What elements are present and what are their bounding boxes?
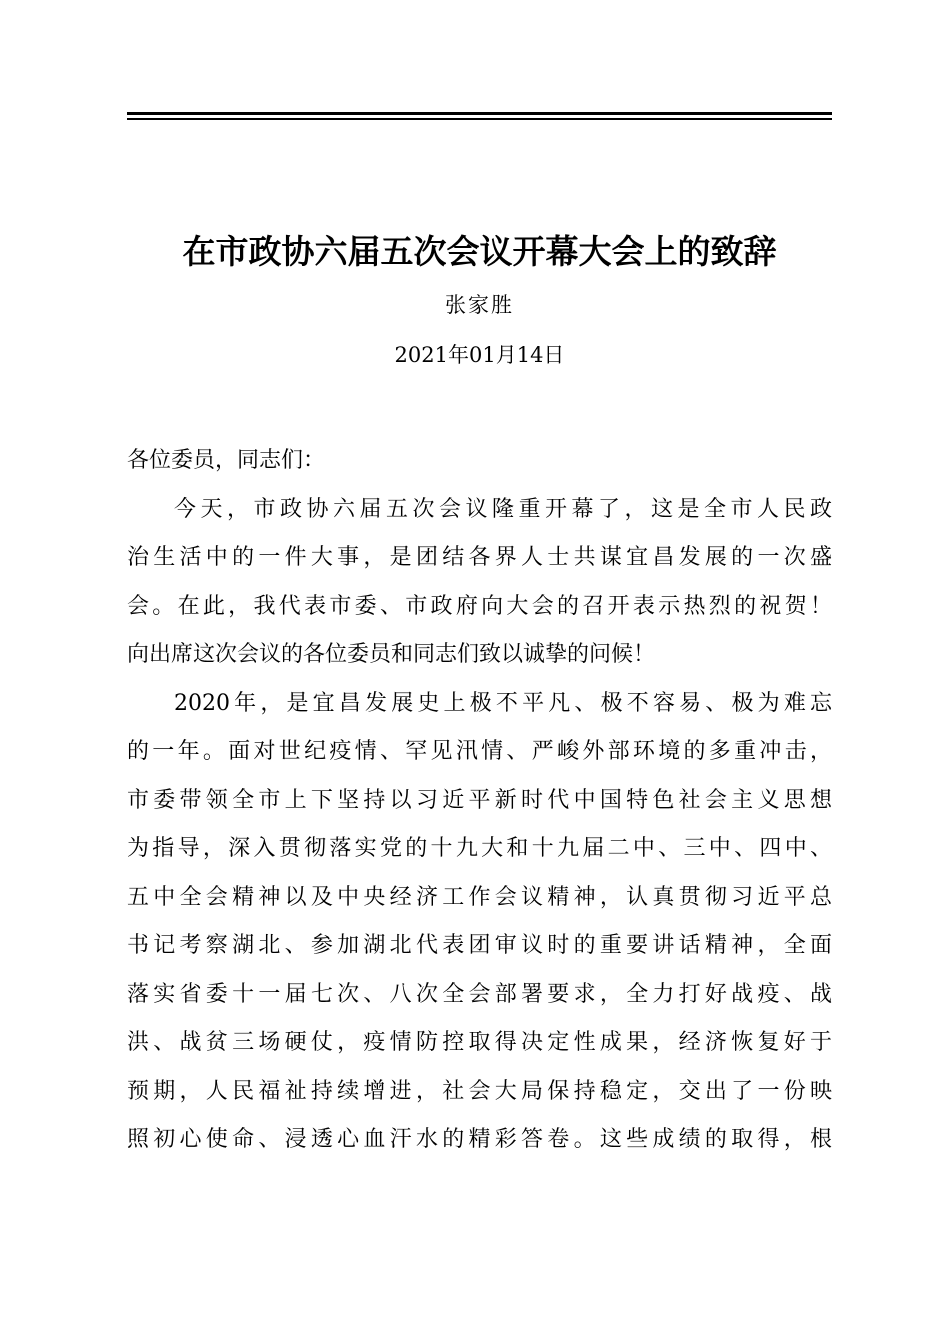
paragraph-line: 治生活中的一件大事，是团结各界人士共谋宜昌发展的一次盛 xyxy=(127,545,832,570)
paragraph-line: 的一年。面对世纪疫情、罕见汛情、严峻外部环境的多重冲击， xyxy=(127,739,832,764)
header-rule-thin xyxy=(127,118,832,120)
salutation: 各位委员，同志们： xyxy=(127,448,326,473)
paragraph-line: 预期，人民福祉持续增进，社会大局保持稳定，交出了一份映 xyxy=(127,1078,832,1104)
paragraph-line: 市委带领全市上下坚持以习近平新时代中国特色社会主义思想 xyxy=(127,787,832,813)
header-rule-thick xyxy=(127,112,832,115)
paragraph-line: 洪、战贫三场硬仗，疫情防控取得决定性成果，经济恢复好于 xyxy=(127,1030,832,1055)
document-body xyxy=(127,437,832,1165)
document-date: 2021年01月14日 xyxy=(394,343,565,367)
paragraph-line: 向出席这次会议的各位委员和同志们致以诚挚的问候！ xyxy=(127,642,656,667)
document-title: 在市政协六届五次会议开幕大会上的致辞 xyxy=(182,232,777,271)
paragraph-line: 五中全会精神以及中央经济工作会议精神，认真贯彻习近平总 xyxy=(127,884,832,910)
header-double-rule xyxy=(127,112,832,121)
paragraph-line: 2020年，是宜昌发展史上极不平凡、极不容易、极为难忘 xyxy=(174,690,832,716)
paragraph-line: 为指导，深入贯彻落实党的十九大和十九届二中、三中、四中、 xyxy=(127,836,832,861)
document-author: 张家胜 xyxy=(445,293,514,317)
paragraph-line: 落实省委十一届七次、八次全会部署要求，全力打好战疫、战 xyxy=(127,981,832,1007)
paragraph-line: 会。在此，我代表市委、市政府向大会的召开表示热烈的祝贺！ xyxy=(127,593,832,619)
paragraph-line: 照初心使命、浸透心血汗水的精彩答卷。这些成绩的取得，根 xyxy=(127,1127,832,1152)
paragraph-line: 今天，市政协六届五次会议隆重开幕了，这是全市人民政 xyxy=(174,496,832,522)
paragraph-line: 书记考察湖北、参加湖北代表团审议时的重要讲话精神，全面 xyxy=(127,933,832,958)
